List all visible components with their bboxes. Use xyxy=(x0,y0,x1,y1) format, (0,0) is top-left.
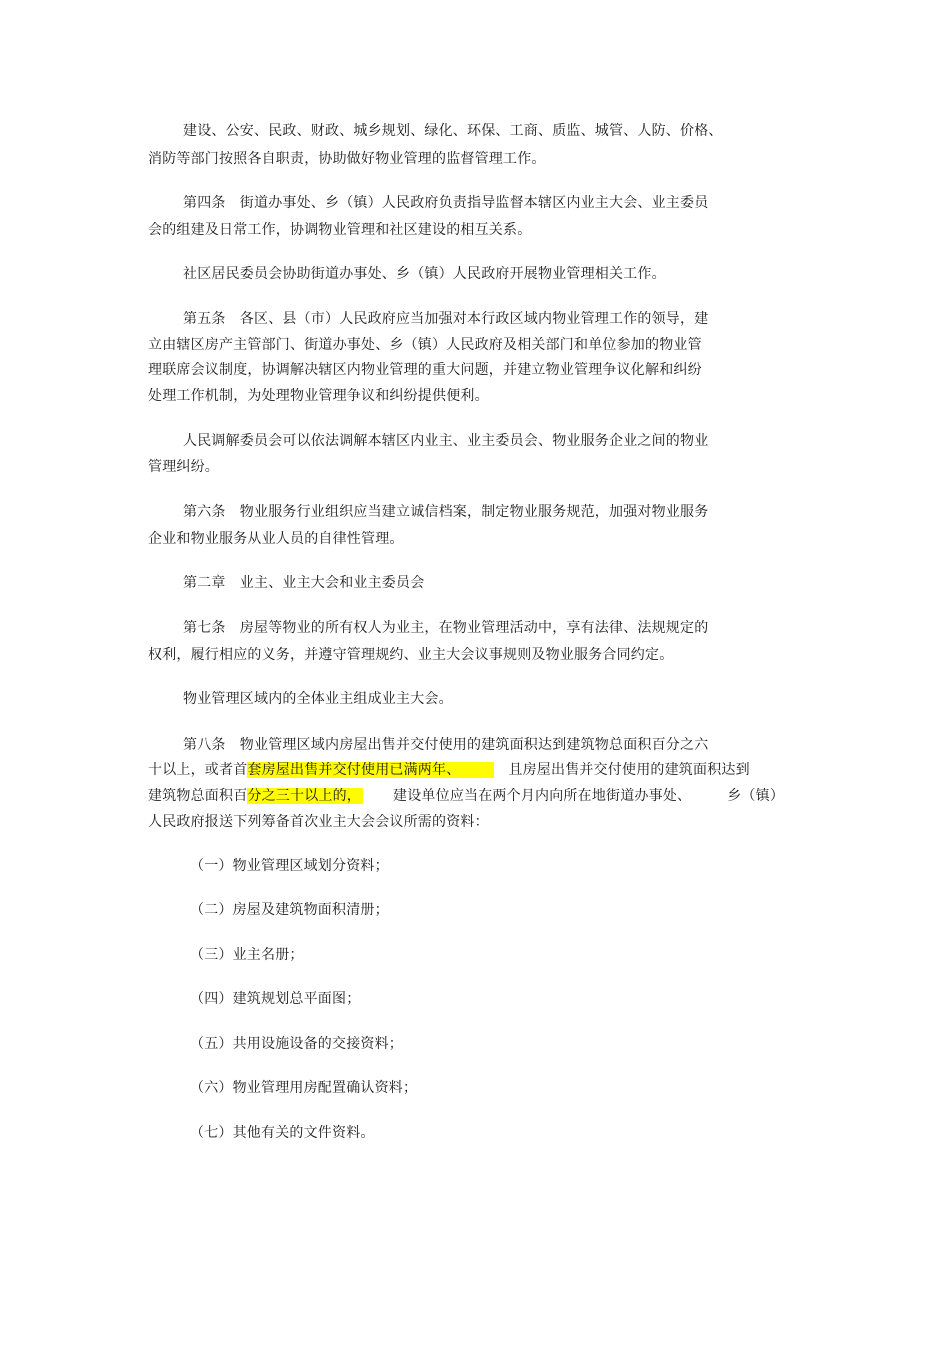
list-item: （三）业主名册； xyxy=(190,947,304,963)
text-line: 社区居民委员会协助街道办事处、乡（镇）人民政府开展物业管理相关工作。 xyxy=(183,266,666,282)
text-segment: 建筑物总面积百 xyxy=(148,788,248,804)
text-line: 企业和物业服务从业人员的自律性管理。 xyxy=(148,531,404,547)
list-item: （四）建筑规划总平面图； xyxy=(190,991,361,1007)
text-line: 理联席会议制度，协调解决辖区内物业管理的重大问题，并建立物业管理争议化解和纠纷 xyxy=(148,362,702,378)
list-item: （五）共用设施设备的交接资料； xyxy=(190,1036,403,1052)
text-line: 权利，履行相应的义务，并遵守管理规约、业主大会议事规则及物业服务合同约定。 xyxy=(148,647,674,663)
article-6-line: 第六条 物业服务行业组织应当建立诚信档案，制定物业服务规范，加强对物业服务 xyxy=(183,504,709,520)
highlighted-text: 套房屋出售并交付使用已满两年、 xyxy=(247,762,494,778)
text-segment: 乡（镇） xyxy=(727,788,785,804)
list-item: （七）其他有关的文件资料。 xyxy=(190,1125,375,1141)
text-line: 物业管理区域内的全体业主组成业主大会。 xyxy=(183,691,453,707)
article-8-line-2 xyxy=(148,760,750,780)
article-4-line: 第四条 街道办事处、乡（镇）人民政府负责指导监督本辖区内业主大会、业主委员 xyxy=(183,195,709,211)
text-segment: 建设单位应当在两个月内向所在地街道办事处、 xyxy=(393,788,692,804)
text-line: 人民政府报送下列筹备首次业主大会会议所需的资料： xyxy=(148,814,489,830)
chapter-2-heading: 第二章 业主、业主大会和业主委员会 xyxy=(183,575,425,591)
article-8-line: 第八条 物业管理区域内房屋出售并交付使用的建筑面积达到建筑物总面积百分之六 xyxy=(183,737,709,753)
text-line: 会的组建及日常工作，协调物业管理和社区建设的相互关系。 xyxy=(148,222,532,238)
article-5-line: 第五条 各区、县（市）人民政府应当加强对本行政区域内物业管理工作的领导，建 xyxy=(183,311,709,327)
text-segment: 十以上，或者首 xyxy=(148,762,248,778)
article-7-line: 第七条 房屋等物业的所有权人为业主，在物业管理活动中，享有法律、法规规定的 xyxy=(183,620,709,636)
text-line: 处理工作机制，为处理物业管理争议和纠纷提供便利。 xyxy=(148,388,489,404)
text-line: 管理纠纷。 xyxy=(148,459,219,475)
list-item: （二）房屋及建筑物面积清册； xyxy=(190,902,389,918)
text-line: 建设、公安、民政、财政、城乡规划、绿化、环保、工商、质监、城管、人防、价格、 xyxy=(183,123,723,139)
article-8-line-3 xyxy=(148,786,784,806)
text-line: 消防等部门按照各自职责，协助做好物业管理的监督管理工作。 xyxy=(148,151,546,167)
list-item: （六）物业管理用房配置确认资料； xyxy=(190,1080,418,1096)
text-line: 人民调解委员会可以依法调解本辖区内业主、业主委员会、物业服务企业之间的物业 xyxy=(183,433,709,449)
text-line: 立由辖区房产主管部门、街道办事处、乡（镇）人民政府及相关部门和单位参加的物业管 xyxy=(148,337,702,353)
highlighted-text: 分之三十以上的， xyxy=(247,788,362,804)
list-item: （一）物业管理区域划分资料； xyxy=(190,858,389,874)
text-segment: 且房屋出售并交付使用的建筑面积达到 xyxy=(508,762,750,778)
